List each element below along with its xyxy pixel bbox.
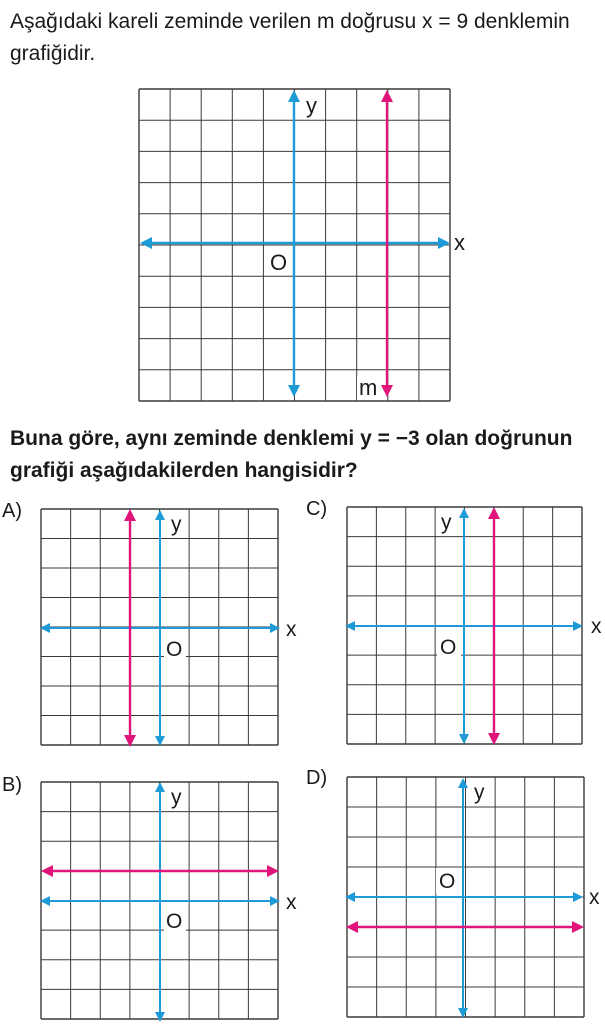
y-axis-label: y: [171, 786, 182, 809]
x-axis-label: x: [454, 230, 465, 255]
y-axis-label: y: [306, 93, 317, 118]
y-axis-label: y: [441, 511, 452, 534]
x-axis-label: x: [286, 891, 297, 914]
option-b-figure[interactable]: [40, 780, 305, 1024]
line-m-label: m: [359, 375, 378, 400]
origin-label: O: [270, 250, 288, 275]
x-axis-left-arrow: [140, 237, 152, 249]
question-text: Buna göre, aynı zeminde denklemi y = −3 olan doğrunun grafiği aşağıdakilerden hangisidir?: [10, 427, 573, 482]
y-axis-top-arrow: [288, 90, 300, 102]
option-a-label[interactable]: A): [2, 500, 22, 522]
y-axis-label: y: [474, 781, 485, 804]
origin-label: O: [439, 870, 456, 893]
option-c-label[interactable]: C): [306, 498, 328, 520]
option-a-figure[interactable]: [40, 508, 305, 750]
origin-label: O: [166, 910, 183, 933]
origin-label: O: [440, 636, 457, 659]
x-axis-label: x: [286, 618, 297, 641]
origin-label: O: [166, 638, 183, 661]
x-axis-right-arrow: [438, 237, 450, 249]
y-axis-bottom-arrow: [288, 385, 300, 397]
option-c-figure[interactable]: [345, 506, 605, 748]
x-axis-label: x: [591, 615, 602, 638]
intro-text: Aşağıdaki kareli zeminde verilen m doğrusu x = 9 denklemin grafiğidir.: [10, 10, 570, 65]
option-b-label[interactable]: B): [2, 774, 22, 796]
option-d-figure[interactable]: [345, 776, 605, 1022]
main-grid-figure: [138, 88, 468, 408]
y-axis-label: y: [171, 513, 182, 536]
option-d-label[interactable]: D): [306, 767, 328, 789]
x-axis-label: x: [589, 886, 600, 909]
